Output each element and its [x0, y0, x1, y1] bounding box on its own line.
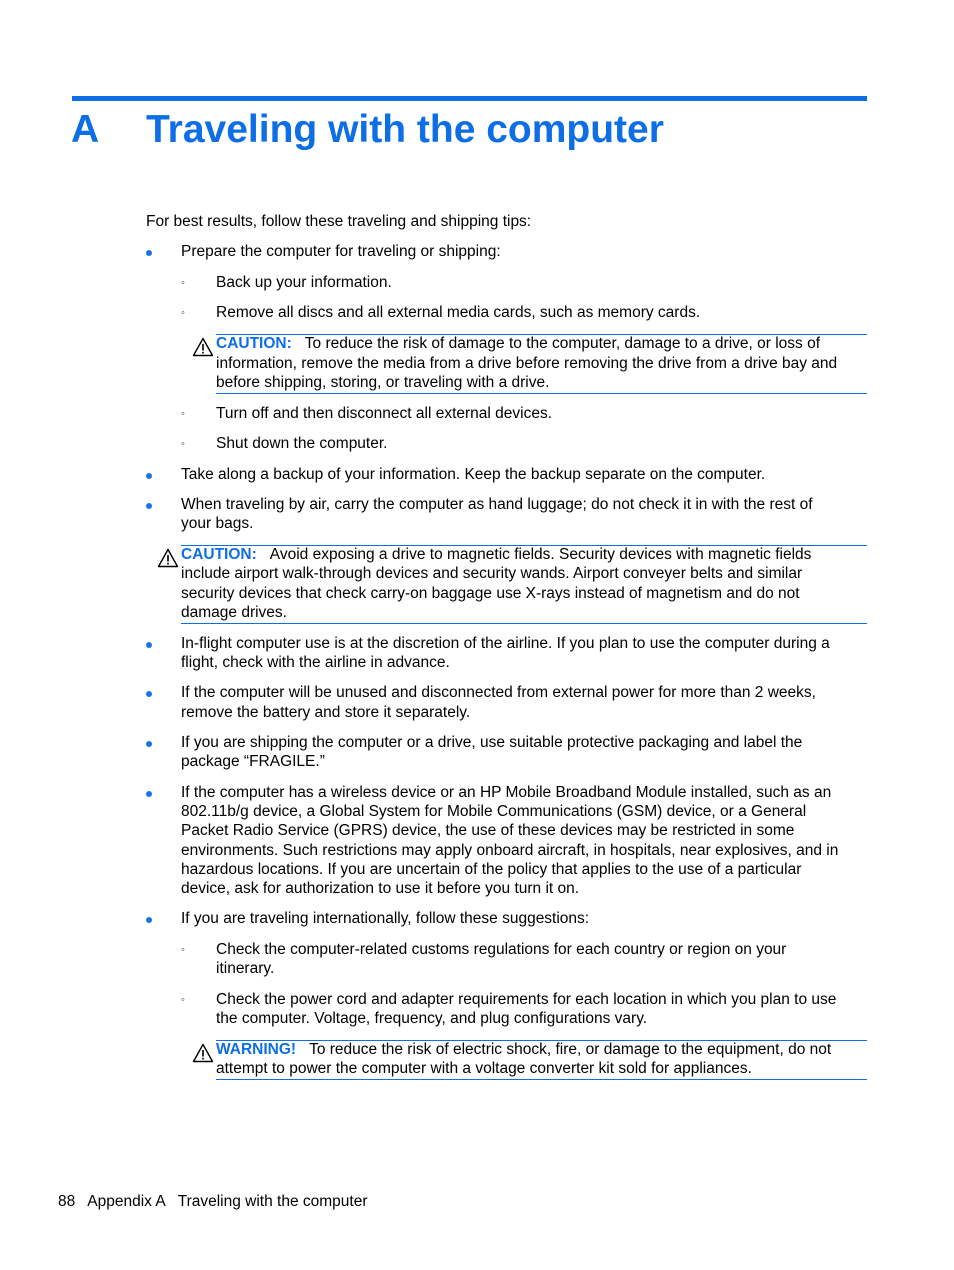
- bullet-icon: [146, 642, 152, 648]
- list-item-battery: remove the battery and store it separately.: [181, 704, 471, 721]
- sub-item-customs: itinerary.: [216, 960, 275, 977]
- list-item-in-flight: In-flight computer use is at the discretion of the airline. If you plan to use the computer during a: [181, 635, 830, 652]
- sub-item-shutdown: Shut down the computer.: [216, 435, 388, 452]
- bullet-icon: [146, 250, 152, 256]
- bullet-icon: [146, 917, 152, 923]
- list-item-backup: Take along a backup of your information. Keep the backup separate on the computer.: [181, 466, 766, 483]
- list-item-wireless: 802.11b/g device, a Global System for Mobile Communications (GSM) device, or a General: [181, 803, 807, 820]
- sub-item-remove-discs: Remove all discs and all external media cards, such as memory cards.: [216, 304, 701, 321]
- list-item-wireless: environments. Such restrictions may apply onboard aircraft, in hospitals, near explosives, and in: [181, 842, 839, 859]
- intro-text: For best results, follow these traveling and shipping tips:: [146, 213, 532, 230]
- sub-item-disconnect: Turn off and then disconnect all external devices.: [216, 405, 553, 422]
- bullet-icon: [146, 791, 152, 797]
- chapter-title: Traveling with the computer: [146, 108, 664, 151]
- page-footer: [58, 1192, 380, 1211]
- warning-triangle-icon: [157, 548, 179, 568]
- sub-item-customs: Check the computer-related customs regulations for each country or region on your: [216, 941, 787, 958]
- warning-line: WARNING! To reduce the risk of electric shock, fire, or damage to the equipment, do not: [216, 1041, 832, 1058]
- list-item-air-travel: When traveling by air, carry the computer as hand luggage; do not check it in with the rest of: [181, 496, 813, 513]
- sub-bullet-icon: ◦: [181, 307, 185, 319]
- list-item-shipping: package “FRAGILE.”: [181, 753, 325, 770]
- list-item-wireless: device, ask for authorization to use it before you turn it on.: [181, 880, 580, 897]
- sub-item-power-cord: the computer. Voltage, frequency, and plug configurations vary.: [216, 1010, 648, 1027]
- sub-bullet-icon: ◦: [181, 944, 185, 956]
- warning-bottom-rule: [216, 1079, 867, 1080]
- caution-line: CAUTION: Avoid exposing a drive to magnetic fields. Security devices with magnetic fields: [181, 546, 812, 563]
- warning-triangle-icon: [192, 337, 214, 357]
- sub-item-backup: Back up your information.: [216, 274, 392, 291]
- bullet-icon: [146, 741, 152, 747]
- caution-line: CAUTION: To reduce the risk of damage to the computer, damage to a drive, or loss of: [216, 335, 821, 352]
- sub-bullet-icon: ◦: [181, 408, 185, 420]
- list-item-air-travel: your bags.: [181, 515, 254, 532]
- chapter-top-rule: [72, 96, 867, 101]
- list-item-wireless: If the computer has a wireless device or an HP Mobile Broadband Module installed, such as an: [181, 784, 832, 801]
- warning-triangle-icon: [192, 1043, 214, 1063]
- list-item-in-flight: flight, check with the airline in advance.: [181, 654, 450, 671]
- sub-bullet-icon: ◦: [181, 277, 185, 289]
- caution-label: CAUTION:: [216, 335, 292, 352]
- warning-label: WARNING!: [216, 1041, 297, 1058]
- caution-line: damage drives.: [181, 604, 287, 621]
- caution-bottom-rule: [216, 393, 867, 394]
- sub-bullet-icon: ◦: [181, 994, 185, 1006]
- warning-line: attempt to power the computer with a voltage converter kit sold for appliances.: [216, 1060, 752, 1077]
- caution-bottom-rule: [181, 623, 867, 624]
- list-item-wireless: hazardous locations. If you are uncertain of the policy that applies to the use of a particular: [181, 861, 802, 878]
- footer-section: Appendix A: [87, 1193, 166, 1210]
- bullet-icon: [146, 473, 152, 479]
- chapter-letter: A: [71, 108, 100, 151]
- page-number: 88: [58, 1193, 76, 1210]
- sub-item-power-cord: Check the power cord and adapter requirements for each location in which you plan to use: [216, 991, 837, 1008]
- bullet-icon: [146, 503, 152, 509]
- list-item-shipping: If you are shipping the computer or a drive, use suitable protective packaging and label the: [181, 734, 803, 751]
- caution-line: include airport walk-through devices and security wands. Airport conveyer belts and similar: [181, 565, 803, 582]
- caution-line: before shipping, storing, or traveling with a drive.: [216, 374, 550, 391]
- caution-line: information, remove the media from a drive before removing the drive from a drive bay and: [216, 355, 838, 372]
- list-item-prepare: Prepare the computer for traveling or shipping:: [181, 243, 501, 260]
- bullet-icon: [146, 691, 152, 697]
- sub-bullet-icon: ◦: [181, 438, 185, 450]
- caution-line: security devices that check carry-on baggage use X-rays instead of magnetism and do not: [181, 585, 800, 602]
- caution-label: CAUTION:: [181, 546, 257, 563]
- list-item-wireless: Packet Radio Service (GPRS) device, the use of these devices may be restricted in some: [181, 822, 795, 839]
- list-item-international: If you are traveling internationally, follow these suggestions:: [181, 910, 590, 927]
- footer-title: Traveling with the computer: [177, 1193, 368, 1210]
- list-item-battery: If the computer will be unused and disconnected from external power for more than 2 weeks,: [181, 684, 816, 701]
